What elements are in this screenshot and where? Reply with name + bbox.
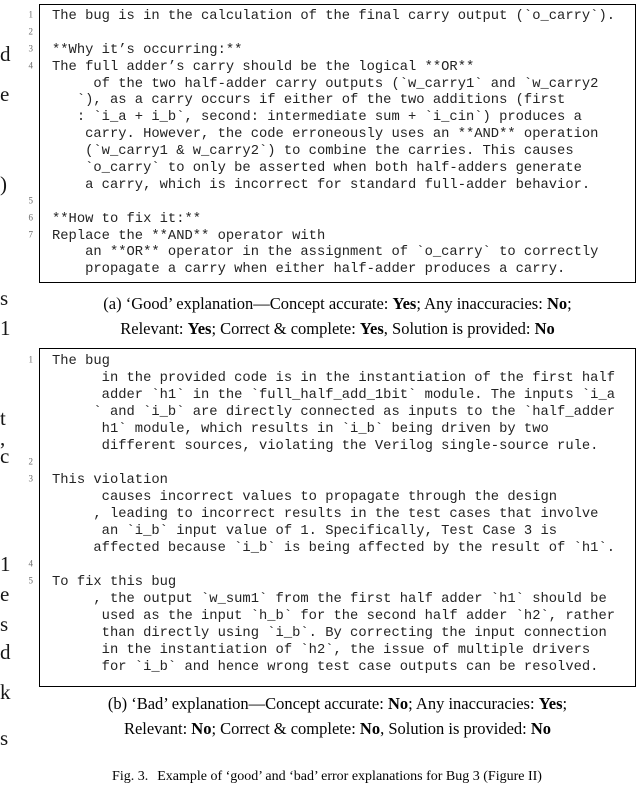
code-text: adder `h1` in the `full_half_add_1bit` module. The inputs `i_a <box>52 388 616 403</box>
code-text: h1` module, which results in `i_b` being driven by two <box>52 422 549 437</box>
code-text: This violation <box>52 473 168 488</box>
margin-text-fragment: e <box>0 82 10 106</box>
code-text: causes incorrect values to propagate through the design <box>52 490 558 505</box>
line-number: 5 <box>28 575 33 585</box>
code-line <box>52 606 635 623</box>
code-line <box>28 193 635 210</box>
code-text: (`w_carry1 & w_carry2`) to combine the carries. This causes <box>52 144 574 160</box>
margin-text-fragment: c <box>0 444 10 468</box>
margin-text-fragment: d <box>0 640 11 664</box>
code-line <box>52 436 635 453</box>
code-line <box>52 125 635 142</box>
code-text: : `i_a + i_b`, second: intermediate sum + `i_cin`) produces a <box>52 110 582 126</box>
code-text: than directly using `i_b`. By correcting the input connection <box>52 626 607 641</box>
code-text: an `i_b` input value of 1. Specifically, Test Case 3 is <box>52 524 558 539</box>
code-text: in the instantiation of `h2`, the issue of multiple drivers <box>52 643 591 658</box>
code-listing-good-explanation <box>28 4 636 283</box>
subcaption-b-line1 <box>39 691 636 716</box>
margin-text-fragment: 1 <box>0 316 11 340</box>
code-line <box>28 555 635 572</box>
code-text: an **OR** operator in the assignment of `o_carry` to correctly <box>52 245 599 261</box>
rating-value: No <box>387 694 409 713</box>
rating-value: No <box>191 719 212 738</box>
margin-text-fragment: s <box>0 286 9 310</box>
code-line <box>52 538 635 555</box>
code-line <box>28 41 635 58</box>
caption-text: Relevant: <box>123 719 192 738</box>
code-line <box>52 487 635 504</box>
code-text: `), as a carry occurs if either of the two additions (first <box>52 93 566 109</box>
line-number: 5 <box>28 195 33 206</box>
code-line <box>52 623 635 640</box>
code-text: To fix this bug <box>52 575 177 590</box>
figure-caption <box>0 750 640 804</box>
code-line <box>52 385 635 402</box>
code-line <box>28 470 635 488</box>
code-text: **Why it’s occurring:** <box>52 42 243 58</box>
rating-value: Yes <box>392 294 417 313</box>
subcaption-a <box>39 291 636 341</box>
code-line <box>52 159 635 176</box>
code-line <box>52 504 635 521</box>
code-text: carry. However, the code erroneously uses an **AND** operation <box>52 127 599 143</box>
code-line <box>28 210 635 227</box>
rating-value: No <box>546 294 568 313</box>
rating-value: Yes <box>538 694 563 713</box>
caption-text: ; Correct & complete: <box>211 319 360 338</box>
code-text: ` and `i_b` are directly connected as inputs to the `half_adder <box>52 405 616 420</box>
code-text: The bug <box>52 354 110 369</box>
code-line <box>52 108 635 125</box>
line-number: 1 <box>28 354 33 364</box>
code-line <box>28 7 635 24</box>
code-line <box>28 24 635 41</box>
code-line <box>52 91 635 108</box>
code-line <box>28 58 635 75</box>
code-text: a carry, which is incorrect for standard full-adder behavior. <box>52 177 591 193</box>
subcaption-b-line2 <box>39 716 636 741</box>
caption-text: , Solution is provided: <box>383 319 535 338</box>
code-line <box>52 640 635 657</box>
code-line <box>52 368 635 385</box>
caption-text: (a) ‘Good’ explanation—Concept accurate: <box>103 294 393 313</box>
code-text: in the provided code is in the instantiation of the first half <box>52 371 616 386</box>
line-number: 6 <box>28 212 33 223</box>
margin-text-fragment: e <box>0 582 10 606</box>
caption-text: ; Correct & complete: <box>211 719 360 738</box>
margin-text-fragment: k <box>0 680 11 704</box>
code-line <box>52 243 635 260</box>
line-number: 3 <box>28 473 33 483</box>
rating-value: No <box>359 719 381 738</box>
margin-text-fragment: , <box>0 426 6 450</box>
code-line <box>52 419 635 436</box>
caption-text: ; Any inaccuracies: <box>416 294 547 313</box>
code-text: `o_carry` to only be asserted when both half-adders generate <box>52 161 582 177</box>
margin-text-fragment: s <box>0 726 9 750</box>
code-listing-bad-explanation <box>28 348 636 687</box>
caption-text: Relevant: <box>120 319 188 338</box>
caption-text: ; <box>562 694 568 713</box>
code-line <box>52 260 635 277</box>
line-number: 1 <box>28 9 33 20</box>
line-number: 4 <box>28 60 33 71</box>
rating-value: Yes <box>187 319 212 338</box>
line-number: 4 <box>28 558 33 568</box>
margin-text-fragment: 1 <box>0 552 11 576</box>
code-text: The bug is in the calculation of the final carry output (`o_carry`). <box>52 9 616 24</box>
code-text: , leading to incorrect results in the test cases that involve <box>52 507 599 522</box>
line-number: 7 <box>28 229 33 240</box>
code-line <box>28 227 635 244</box>
code-line <box>52 402 635 419</box>
code-text: **How to fix it:** <box>52 211 202 227</box>
rating-value: Yes <box>359 319 384 338</box>
line-number: 2 <box>28 456 33 466</box>
code-text: different sources, violating the Verilog single-source rule. <box>52 439 599 454</box>
rating-value: No <box>534 319 555 338</box>
code-line <box>52 657 635 674</box>
margin-text-fragment: d <box>0 42 11 66</box>
code-line <box>28 572 635 590</box>
subcaption-a-line1 <box>39 291 636 316</box>
code-text: , the output `w_sum1` from the first half adder `h1` should be <box>52 592 607 607</box>
code-line <box>52 521 635 538</box>
figure-caption-text: Example of ‘good’ and ‘bad’ error explanations for Bug 3 (Figure II) <box>157 769 542 784</box>
code-text: used as the input `h_b` for the second half adder `h2`, rather <box>52 609 616 624</box>
code-line <box>52 589 635 606</box>
code-text: The full adder’s carry should be the logical **OR** <box>52 59 475 75</box>
code-line <box>52 176 635 193</box>
caption-text: ; <box>567 294 572 313</box>
code-line <box>28 453 635 470</box>
code-text: affected because `i_b` is being affected by the result of `h1`. <box>52 541 616 556</box>
line-number: 3 <box>28 43 33 54</box>
margin-text-fragment: ) <box>0 172 7 196</box>
code-text: Replace the **AND** operator with <box>52 228 326 244</box>
rating-value: No <box>530 719 552 738</box>
margin-text-fragment: t <box>0 406 6 430</box>
caption-text: (b) ‘Bad’ explanation—Concept accurate: <box>107 694 388 713</box>
figure-caption-label: Fig. 3. <box>112 769 149 784</box>
code-text: of the two half-adder carry outputs (`w_carry1` and `w_carry2 <box>52 76 599 92</box>
code-line <box>52 142 635 159</box>
subcaption-a-line2 <box>39 316 636 341</box>
code-text: propagate a carry when either half-adder produces a carry. <box>52 262 566 278</box>
code-line <box>28 351 635 369</box>
margin-text-fragment: s <box>0 612 9 636</box>
code-line <box>52 75 635 92</box>
caption-text: ; Any inaccuracies: <box>408 694 539 713</box>
subcaption-b <box>39 691 636 741</box>
caption-text: , Solution is provided: <box>380 719 531 738</box>
code-text: for `i_b` and hence wrong test case outputs can be resolved. <box>52 660 599 675</box>
line-number: 2 <box>28 26 33 37</box>
